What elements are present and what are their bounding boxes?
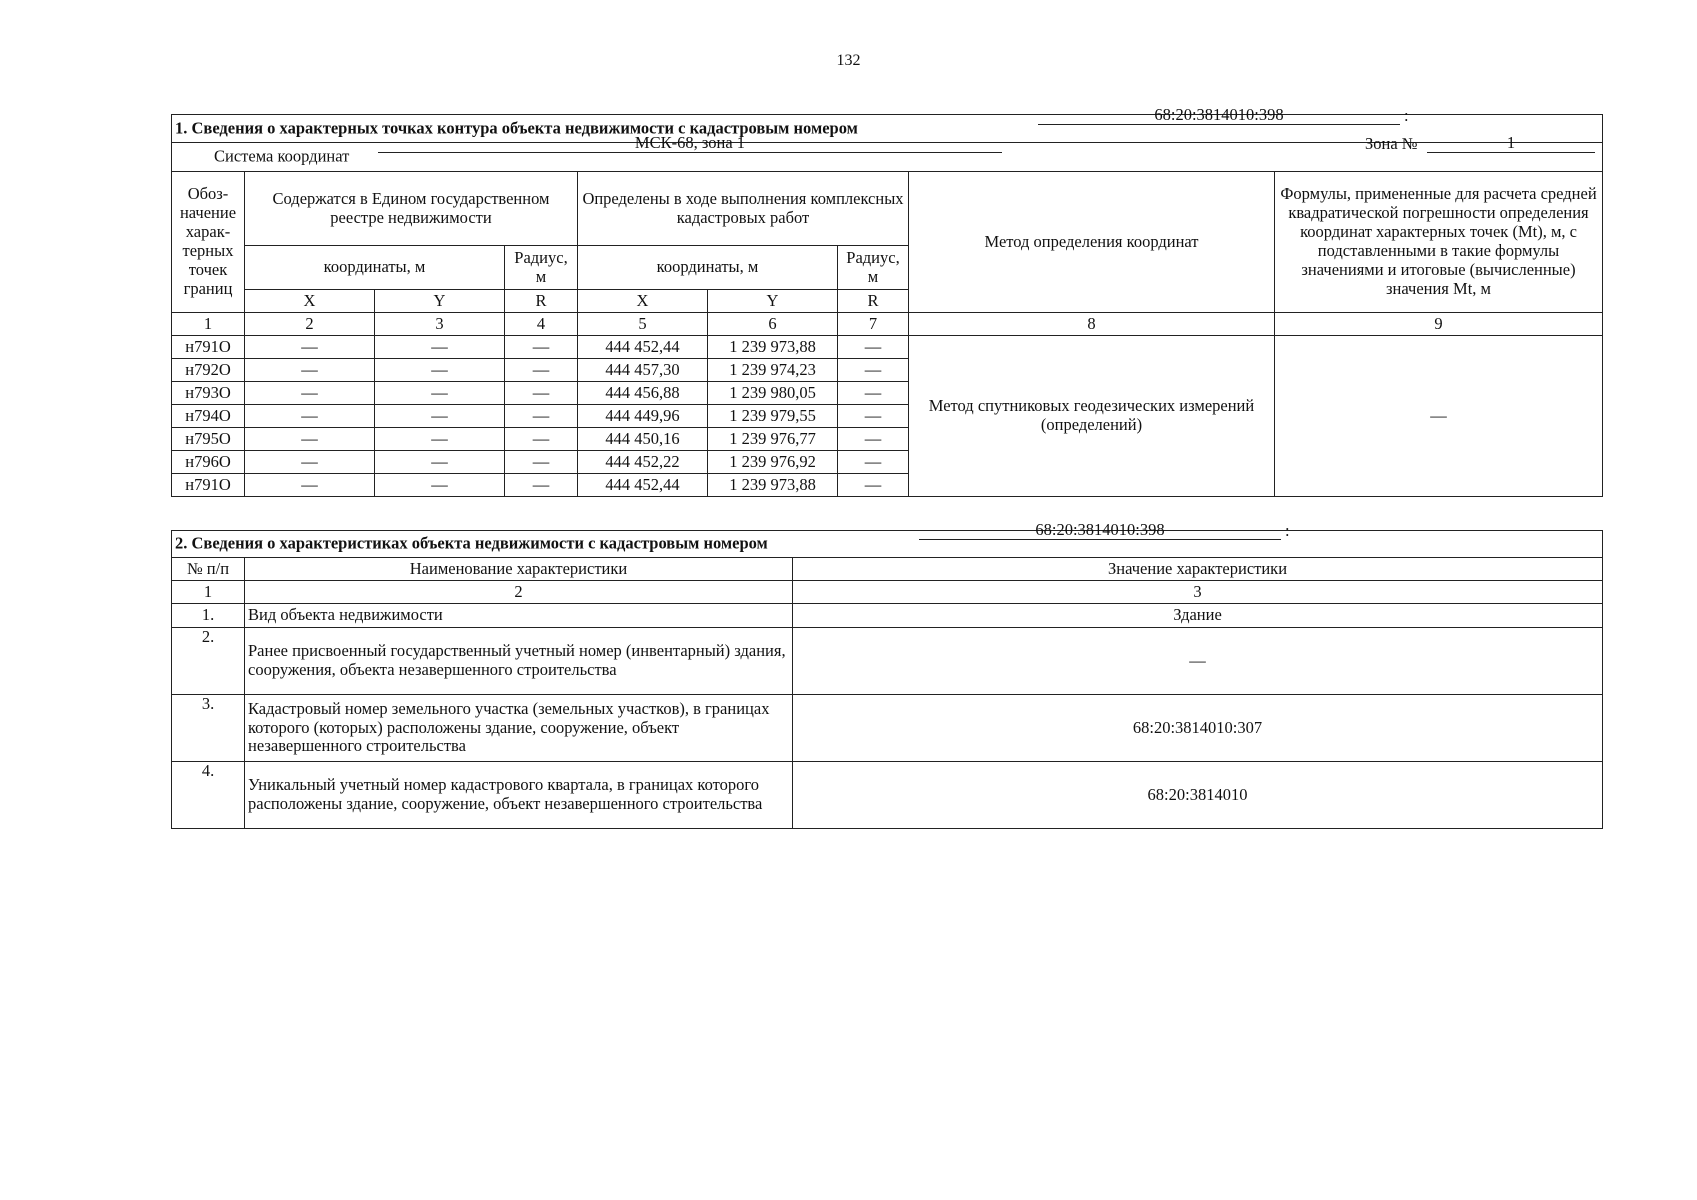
point-name: н796О — [172, 451, 245, 474]
r-value: — — [838, 451, 909, 474]
kkr-header: Определены в ходе выполнения комплексных кадастровых работ — [578, 172, 909, 246]
r-value: — — [838, 359, 909, 382]
y-value: 1 239 979,55 — [708, 405, 838, 428]
coord-system-label: Система координат — [214, 146, 350, 166]
characteristic-value: 68:20:3814010:307 — [793, 695, 1603, 762]
col-number: 8 — [909, 313, 1275, 336]
coord-system-row — [172, 133, 1603, 172]
kkr-y-header: Y — [708, 290, 838, 313]
name-header: Наименование характеристики — [245, 558, 793, 581]
egrn-y-value: — — [375, 336, 505, 359]
formulas-header: Формулы, примененные для расчета средней квадратической погрешности определения координат характерных точек (Mt), м, с подставленными в такие формулы значениями и итоговые (вычисленные) значения Mt, м — [1275, 172, 1603, 313]
table-row — [172, 604, 1603, 628]
num-header: № п/п — [172, 558, 245, 581]
table-row — [172, 628, 1603, 695]
kkr-r-header: R — [838, 290, 909, 313]
method-value: Метод спутниковых геодезических измерений (определений) — [909, 336, 1275, 497]
col-number: 3 — [375, 313, 505, 336]
egrn-x-header: X — [245, 290, 375, 313]
r-value: — — [838, 382, 909, 405]
egrn-r-value: — — [505, 428, 578, 451]
col-number: 3 — [793, 581, 1603, 604]
point-name: н791О — [172, 336, 245, 359]
col-number: 1 — [172, 313, 245, 336]
section2-title: 2. Сведения о характеристиках объекта недвижимости с кадастровым номером — [175, 533, 768, 553]
col-number: 2 — [245, 313, 375, 336]
section1-colon: : — [1404, 105, 1409, 125]
coord-system-value: МСК-68, зона 1 — [378, 134, 1002, 153]
x-value: 444 452,44 — [578, 474, 708, 497]
egrn-y-header: Y — [375, 290, 505, 313]
egrn-r-header: R — [505, 290, 578, 313]
y-value: 1 239 976,77 — [708, 428, 838, 451]
egrn-y-value: — — [375, 359, 505, 382]
kkr-coords-header: координаты, м — [578, 246, 838, 290]
table-row — [172, 336, 1603, 359]
egrn-x-value: — — [245, 336, 375, 359]
formulas-value: — — [1275, 336, 1603, 497]
point-name: н794О — [172, 405, 245, 428]
kkr-x-header: X — [578, 290, 708, 313]
zone-value: 1 — [1427, 134, 1595, 153]
col-number: 6 — [708, 313, 838, 336]
col-number: 9 — [1275, 313, 1603, 336]
characteristic-value: 68:20:3814010 — [793, 762, 1603, 829]
col-number: 4 — [505, 313, 578, 336]
designation-header: Обоз-начение харак-терных точек границ — [172, 172, 245, 313]
x-value: 444 452,22 — [578, 451, 708, 474]
point-name: н792О — [172, 359, 245, 382]
table-row — [172, 762, 1603, 829]
egrn-radius-header: Радиус, м — [505, 246, 578, 290]
egrn-r-value: — — [505, 405, 578, 428]
y-value: 1 239 980,05 — [708, 382, 838, 405]
col-number: 1 — [172, 581, 245, 604]
table-row — [172, 695, 1603, 762]
egrn-r-value: — — [505, 474, 578, 497]
egrn-x-value: — — [245, 474, 375, 497]
characteristic-value: Здание — [793, 604, 1603, 628]
egrn-coords-header: координаты, м — [245, 246, 505, 290]
r-value: — — [838, 474, 909, 497]
characteristic-name: Уникальный учетный номер кадастрового квартала, в границах которого расположены здание, сооружение, объект незавершенного строительства — [245, 762, 793, 829]
egrn-x-value: — — [245, 382, 375, 405]
egrn-r-value: — — [505, 359, 578, 382]
section1-table — [171, 104, 1603, 497]
egrn-r-value: — — [505, 382, 578, 405]
egrn-y-value: — — [375, 428, 505, 451]
row-number: 4. — [172, 762, 245, 829]
point-name: н793О — [172, 382, 245, 405]
method-header: Метод определения координат — [909, 172, 1275, 313]
characteristic-name: Вид объекта недвижимости — [245, 604, 793, 628]
egrn-y-value: — — [375, 405, 505, 428]
egrn-y-value: — — [375, 474, 505, 497]
egrn-header: Содержатся в Едином государственном реестре недвижимости — [245, 172, 578, 246]
egrn-x-value: — — [245, 428, 375, 451]
x-value: 444 449,96 — [578, 405, 708, 428]
y-value: 1 239 973,88 — [708, 336, 838, 359]
egrn-y-value: — — [375, 382, 505, 405]
section2-title-row — [172, 520, 1603, 558]
kkr-radius-header: Радиус, м — [838, 246, 909, 290]
characteristic-value: — — [793, 628, 1603, 695]
r-value: — — [838, 336, 909, 359]
egrn-r-value: — — [505, 451, 578, 474]
x-value: 444 452,44 — [578, 336, 708, 359]
section2-colon: : — [1285, 521, 1290, 540]
col-number: 7 — [838, 313, 909, 336]
zone-label: Зона № — [1365, 134, 1418, 153]
col-number: 5 — [578, 313, 708, 336]
characteristic-name: Кадастровый номер земельного участка (земельных участков), в границах которого (которых) расположены здание, сооружение, объект незавершенного строительства — [245, 695, 793, 762]
section2-table — [171, 520, 1603, 829]
point-name: н791О — [172, 474, 245, 497]
row-number: 3. — [172, 695, 245, 762]
row-number: 2. — [172, 628, 245, 695]
x-value: 444 456,88 — [578, 382, 708, 405]
characteristic-name: Ранее присвоенный государственный учетный номер (инвентарный) здания, сооружения, объекта незавершенного строительства — [245, 628, 793, 695]
egrn-r-value: — — [505, 336, 578, 359]
value-header: Значение характеристики — [793, 558, 1603, 581]
section1-cadastral-number: 68:20:3814010:398 — [1038, 106, 1400, 125]
y-value: 1 239 976,92 — [708, 451, 838, 474]
point-name: н795О — [172, 428, 245, 451]
col-number: 2 — [245, 581, 793, 604]
egrn-x-value: — — [245, 405, 375, 428]
egrn-y-value: — — [375, 451, 505, 474]
y-value: 1 239 974,23 — [708, 359, 838, 382]
section2-cadastral-number: 68:20:3814010:398 — [919, 521, 1281, 540]
x-value: 444 450,16 — [578, 428, 708, 451]
egrn-x-value: — — [245, 359, 375, 382]
x-value: 444 457,30 — [578, 359, 708, 382]
egrn-x-value: — — [245, 451, 375, 474]
row-number: 1. — [172, 604, 245, 628]
y-value: 1 239 973,88 — [708, 474, 838, 497]
page-number: 132 — [836, 52, 861, 69]
r-value: — — [838, 405, 909, 428]
section1-title: 1. Сведения о характерных точках контура объекта недвижимости с кадастровым номером — [175, 118, 858, 138]
r-value: — — [838, 428, 909, 451]
